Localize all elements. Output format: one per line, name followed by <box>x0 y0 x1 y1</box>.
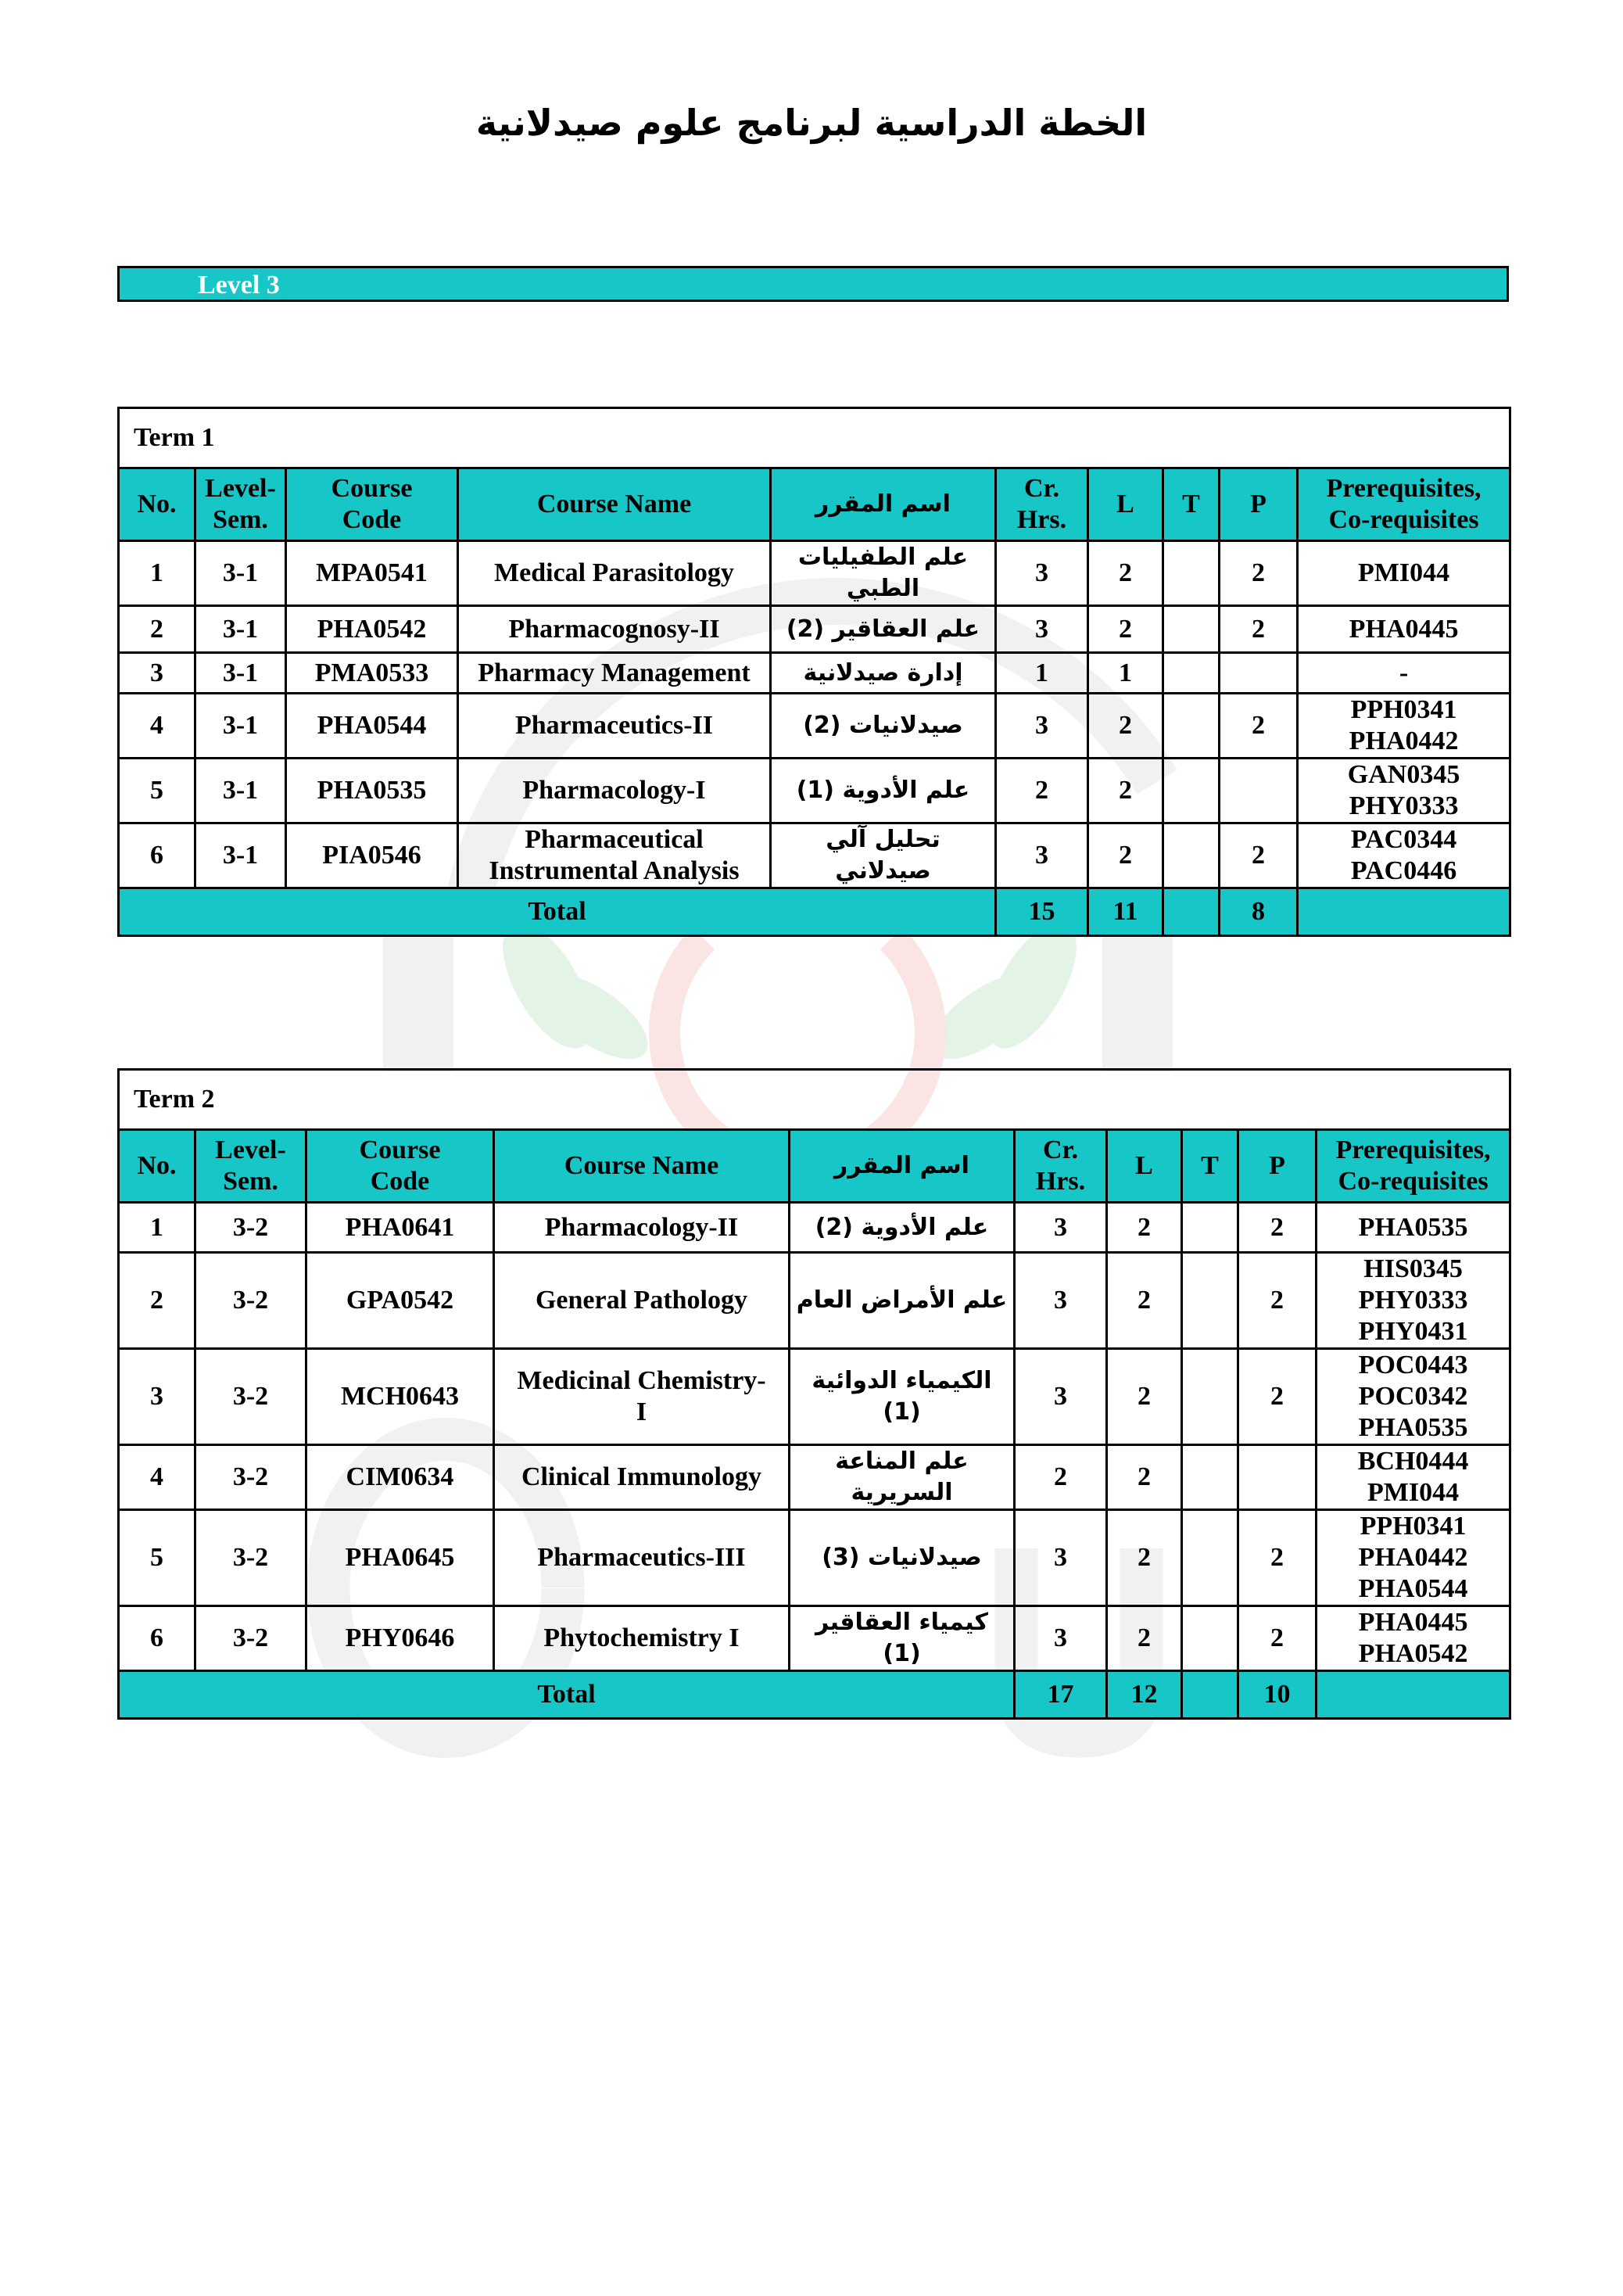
header-course-code-line: Course <box>331 474 413 503</box>
cell-arabic-name: الكيمياء الدوائية (1) <box>790 1349 1015 1445</box>
level-label: Level 3 <box>198 271 280 300</box>
header-tutorial: T <box>1163 468 1220 541</box>
total-practical: 10 <box>1238 1671 1317 1719</box>
cell-lecture: 2 <box>1107 1606 1182 1671</box>
cell-no: 1 <box>119 541 195 606</box>
cell-prerequisites <box>1317 1253 1510 1349</box>
header-credit-hours-line: Hrs. <box>1016 505 1067 534</box>
cell-level-sem: 3-2 <box>195 1253 306 1349</box>
table-row <box>119 1349 1510 1445</box>
total-tutorial <box>1163 888 1220 936</box>
cell-credit-hours: 3 <box>1015 1349 1107 1445</box>
cell-tutorial <box>1182 1253 1238 1349</box>
total-credit-hours: 17 <box>1015 1671 1107 1719</box>
cell-credit-hours: 3 <box>996 606 1088 653</box>
table-row <box>119 694 1510 759</box>
cell-course-code: PHA0535 <box>286 759 458 823</box>
cell-level-sem: 3-2 <box>195 1349 306 1445</box>
cell-credit-hours: 3 <box>1015 1606 1107 1671</box>
header-credit-hours-line: Cr. <box>1042 1135 1079 1164</box>
cell-prerequisites-line: BCH0444 <box>1357 1447 1469 1476</box>
cell-no: 5 <box>119 1510 195 1606</box>
cell-prerequisites-line: PHY0333 <box>1349 791 1459 820</box>
cell-tutorial <box>1163 694 1220 759</box>
table-row <box>119 606 1510 653</box>
total-lecture: 12 <box>1107 1671 1182 1719</box>
cell-prerequisites-line: PAC0446 <box>1350 856 1457 885</box>
header-prerequisites-line: Prerequisites, <box>1335 1135 1491 1164</box>
cell-course-code: PHA0544 <box>286 694 458 759</box>
cell-credit-hours: 3 <box>1015 1203 1107 1253</box>
total-row <box>119 888 1510 936</box>
header-level-sem-line: Level- <box>215 1135 286 1164</box>
table-row <box>119 1510 1510 1606</box>
cell-tutorial <box>1163 606 1220 653</box>
cell-course-code: MCH0643 <box>306 1349 494 1445</box>
cell-course-name-line: Pharmacology-I <box>522 776 706 805</box>
cell-prerequisites-line: PHA0445 <box>1349 614 1459 644</box>
cell-no: 2 <box>119 606 195 653</box>
cell-prerequisites-line: POC0342 <box>1358 1382 1468 1411</box>
header-prerequisites-line: Co-requisites <box>1328 505 1479 534</box>
header-lecture: L <box>1088 468 1163 541</box>
cell-course-name <box>494 1445 790 1510</box>
cell-course-code: PHA0542 <box>286 606 458 653</box>
cell-course-name-line: Pharmacy Management <box>478 658 751 687</box>
cell-no: 3 <box>119 653 195 694</box>
total-label: Total <box>119 1671 1015 1719</box>
cell-lecture: 2 <box>1088 606 1163 653</box>
cell-prerequisites-line: PHA0535 <box>1358 1413 1468 1442</box>
cell-no: 2 <box>119 1253 195 1349</box>
cell-practical: 2 <box>1238 1606 1317 1671</box>
cell-level-sem: 3-1 <box>195 694 286 759</box>
cell-practical: 2 <box>1238 1203 1317 1253</box>
cell-arabic-name: علم الطفيليات الطبي <box>771 541 996 606</box>
total-tutorial <box>1182 1671 1238 1719</box>
cell-course-name-line: Medical Parasitology <box>494 558 734 587</box>
cell-arabic-name: صيدلانيات (3) <box>790 1510 1015 1606</box>
cell-lecture: 2 <box>1107 1203 1182 1253</box>
cell-prerequisites <box>1298 823 1510 888</box>
cell-lecture: 2 <box>1088 694 1163 759</box>
cell-prerequisites-line: PMI044 <box>1367 1478 1460 1507</box>
cell-level-sem: 3-1 <box>195 653 286 694</box>
cell-arabic-name: علم العقاقير (2) <box>771 606 996 653</box>
cell-no: 1 <box>119 1203 195 1253</box>
cell-course-name-line: Pharmaceutics-III <box>537 1543 746 1572</box>
cell-no: 6 <box>119 1606 195 1671</box>
cell-course-name <box>458 653 771 694</box>
cell-course-code: PHY0646 <box>306 1606 494 1671</box>
cell-tutorial <box>1163 823 1220 888</box>
cell-prerequisites <box>1317 1203 1510 1253</box>
header-arabic-name: اسم المقرر <box>771 468 996 541</box>
cell-lecture: 1 <box>1088 653 1163 694</box>
table-row <box>119 823 1510 888</box>
cell-prerequisites-line: POC0443 <box>1358 1351 1468 1379</box>
cell-course-name <box>458 759 771 823</box>
term-1-table <box>117 407 1511 937</box>
cell-prerequisites-line: HIS0345 <box>1363 1254 1463 1283</box>
cell-prerequisites <box>1298 694 1510 759</box>
cell-course-name-line: Pharmaceutical <box>525 825 704 854</box>
header-level-sem <box>195 1130 306 1203</box>
cell-arabic-name: إدارة صيدلانية <box>771 653 996 694</box>
total-label: Total <box>119 888 996 936</box>
cell-course-name-line: Instrumental Analysis <box>489 856 740 885</box>
table-row <box>119 1253 1510 1349</box>
cell-no: 4 <box>119 694 195 759</box>
cell-prerequisites-line: PPH0341 <box>1350 695 1457 724</box>
cell-level-sem: 3-2 <box>195 1510 306 1606</box>
header-prerequisites-line: Co-requisites <box>1338 1167 1489 1196</box>
cell-practical: 2 <box>1220 606 1298 653</box>
header-credit-hours-line: Hrs. <box>1035 1167 1086 1196</box>
cell-credit-hours: 1 <box>996 653 1088 694</box>
cell-prerequisites <box>1317 1445 1510 1510</box>
header-course-name: Course Name <box>494 1130 790 1203</box>
cell-arabic-name: تحليل آلي صيدلاني <box>771 823 996 888</box>
header-course-code-line: Code <box>342 505 402 534</box>
cell-arabic-name: علم الأمراض العام <box>790 1253 1015 1349</box>
term-title: Term 1 <box>119 408 1510 468</box>
cell-practical <box>1238 1445 1317 1510</box>
cell-no: 4 <box>119 1445 195 1510</box>
cell-course-name-line: Clinical Immunology <box>521 1462 761 1491</box>
cell-level-sem: 3-1 <box>195 823 286 888</box>
header-prerequisites <box>1317 1130 1510 1203</box>
cell-credit-hours: 2 <box>1015 1445 1107 1510</box>
cell-prerequisites-line: PHA0542 <box>1358 1639 1468 1668</box>
cell-tutorial <box>1182 1203 1238 1253</box>
cell-practical: 2 <box>1238 1253 1317 1349</box>
header-arabic-name: اسم المقرر <box>790 1130 1015 1203</box>
cell-course-name <box>458 541 771 606</box>
table-row <box>119 1606 1510 1671</box>
cell-level-sem: 3-1 <box>195 759 286 823</box>
header-course-code <box>286 468 458 541</box>
cell-lecture: 2 <box>1088 541 1163 606</box>
cell-course-name <box>494 1253 790 1349</box>
header-tutorial: T <box>1182 1130 1238 1203</box>
cell-course-code: MPA0541 <box>286 541 458 606</box>
cell-course-name <box>458 823 771 888</box>
cell-course-name <box>494 1349 790 1445</box>
cell-course-name-line: Phytochemistry I <box>543 1623 740 1652</box>
cell-prerequisites-line: PMI044 <box>1358 558 1450 587</box>
term-2-table <box>117 1068 1511 1720</box>
cell-prerequisites-line: PHA0544 <box>1358 1574 1468 1603</box>
cell-practical <box>1220 759 1298 823</box>
header-lecture: L <box>1107 1130 1182 1203</box>
cell-credit-hours: 3 <box>996 823 1088 888</box>
cell-prerequisites <box>1298 541 1510 606</box>
header-credit-hours-line: Cr. <box>1023 474 1060 503</box>
cell-arabic-name: علم الأدوية (2) <box>790 1203 1015 1253</box>
cell-prerequisites-line: PHA0442 <box>1349 726 1459 755</box>
cell-lecture: 2 <box>1088 823 1163 888</box>
header-course-code <box>306 1130 494 1203</box>
header-course-code-line: Course <box>359 1135 441 1164</box>
term-title: Term 2 <box>119 1070 1510 1130</box>
cell-prerequisites-line: PHY0333 <box>1358 1286 1468 1315</box>
header-level-sem <box>195 468 286 541</box>
cell-course-name <box>458 606 771 653</box>
cell-course-name-line: I <box>636 1397 647 1426</box>
cell-practical: 2 <box>1220 541 1298 606</box>
cell-practical: 2 <box>1238 1349 1317 1445</box>
page-title: الخطة الدراسية لبرنامج علوم صيدلانية <box>475 102 1148 144</box>
header-prerequisites-line: Prerequisites, <box>1326 474 1481 503</box>
cell-practical: 2 <box>1220 823 1298 888</box>
cell-course-name <box>494 1606 790 1671</box>
table-row <box>119 541 1510 606</box>
cell-prerequisites <box>1298 606 1510 653</box>
cell-arabic-name: صيدلانيات (2) <box>771 694 996 759</box>
header-credit-hours <box>1015 1130 1107 1203</box>
cell-prerequisites <box>1317 1510 1510 1606</box>
table-row <box>119 1445 1510 1510</box>
cell-practical <box>1220 653 1298 694</box>
header-level-sem-line: Level- <box>205 474 276 503</box>
cell-tutorial <box>1163 541 1220 606</box>
header-prerequisites <box>1298 468 1510 541</box>
total-credit-hours: 15 <box>996 888 1088 936</box>
cell-course-name <box>458 694 771 759</box>
cell-tutorial <box>1182 1606 1238 1671</box>
cell-course-name <box>494 1203 790 1253</box>
cell-course-name-line: Pharmacology-II <box>544 1212 739 1242</box>
header-course-code-line: Code <box>370 1167 430 1196</box>
cell-course-code: PHA0645 <box>306 1510 494 1606</box>
cell-tutorial <box>1182 1445 1238 1510</box>
cell-arabic-name: علم المناعة السريرية <box>790 1445 1015 1510</box>
cell-credit-hours: 3 <box>996 694 1088 759</box>
cell-tutorial <box>1182 1510 1238 1606</box>
cell-credit-hours: 3 <box>996 541 1088 606</box>
cell-lecture: 2 <box>1107 1510 1182 1606</box>
cell-prerequisites-line: PHA0442 <box>1358 1543 1468 1572</box>
cell-tutorial <box>1163 759 1220 823</box>
cell-level-sem: 3-1 <box>195 541 286 606</box>
cell-credit-hours: 2 <box>996 759 1088 823</box>
cell-level-sem: 3-2 <box>195 1445 306 1510</box>
total-practical: 8 <box>1220 888 1298 936</box>
cell-prerequisites-line: GAN0345 <box>1347 760 1460 789</box>
cell-course-code: PHA0641 <box>306 1203 494 1253</box>
cell-level-sem: 3-1 <box>195 606 286 653</box>
table-row <box>119 653 1510 694</box>
cell-prerequisites <box>1317 1349 1510 1445</box>
table-row <box>119 759 1510 823</box>
cell-prerequisites-line: PAC0344 <box>1350 825 1457 854</box>
cell-lecture: 2 <box>1088 759 1163 823</box>
cell-course-name-line: Medicinal Chemistry- <box>517 1366 766 1395</box>
cell-prerequisites-line: - <box>1399 658 1409 687</box>
header-practical: P <box>1238 1130 1317 1203</box>
cell-course-name-line: Pharmacognosy-II <box>508 614 720 644</box>
cell-prerequisites <box>1298 653 1510 694</box>
header-credit-hours <box>996 468 1088 541</box>
cell-course-code: PMA0533 <box>286 653 458 694</box>
cell-lecture: 2 <box>1107 1445 1182 1510</box>
cell-practical: 2 <box>1220 694 1298 759</box>
cell-prerequisites-line: PHA0445 <box>1358 1608 1468 1637</box>
cell-credit-hours: 3 <box>1015 1253 1107 1349</box>
header-course-name: Course Name <box>458 468 771 541</box>
cell-course-code: CIM0634 <box>306 1445 494 1510</box>
header-level-sem-line: Sem. <box>213 505 268 534</box>
table-row <box>119 1203 1510 1253</box>
header-no: No. <box>119 1130 195 1203</box>
cell-tutorial <box>1163 653 1220 694</box>
cell-prerequisites <box>1317 1606 1510 1671</box>
cell-level-sem: 3-2 <box>195 1203 306 1253</box>
header-level-sem-line: Sem. <box>223 1167 278 1196</box>
cell-prerequisites-line: PHA0535 <box>1358 1212 1468 1242</box>
cell-level-sem: 3-2 <box>195 1606 306 1671</box>
cell-course-name <box>494 1510 790 1606</box>
cell-credit-hours: 3 <box>1015 1510 1107 1606</box>
cell-arabic-name: علم الأدوية (1) <box>771 759 996 823</box>
cell-prerequisites-line: PHY0431 <box>1358 1317 1468 1346</box>
total-row <box>119 1671 1510 1719</box>
total-lecture: 11 <box>1088 888 1163 936</box>
header-no: No. <box>119 468 195 541</box>
cell-course-name-line: Pharmaceutics-II <box>514 711 714 740</box>
cell-no: 5 <box>119 759 195 823</box>
cell-no: 3 <box>119 1349 195 1445</box>
total-prerequisites <box>1317 1671 1510 1719</box>
header-practical: P <box>1220 468 1298 541</box>
level-bar <box>117 266 1509 302</box>
cell-practical: 2 <box>1238 1510 1317 1606</box>
cell-no: 6 <box>119 823 195 888</box>
cell-course-code: GPA0542 <box>306 1253 494 1349</box>
cell-prerequisites-line: PPH0341 <box>1360 1512 1467 1541</box>
total-prerequisites <box>1298 888 1510 936</box>
cell-lecture: 2 <box>1107 1253 1182 1349</box>
cell-tutorial <box>1182 1349 1238 1445</box>
cell-lecture: 2 <box>1107 1349 1182 1445</box>
cell-prerequisites <box>1298 759 1510 823</box>
cell-course-code: PIA0546 <box>286 823 458 888</box>
cell-arabic-name: كيمياء العقاقير (1) <box>790 1606 1015 1671</box>
cell-course-name-line: General Pathology <box>535 1286 748 1315</box>
